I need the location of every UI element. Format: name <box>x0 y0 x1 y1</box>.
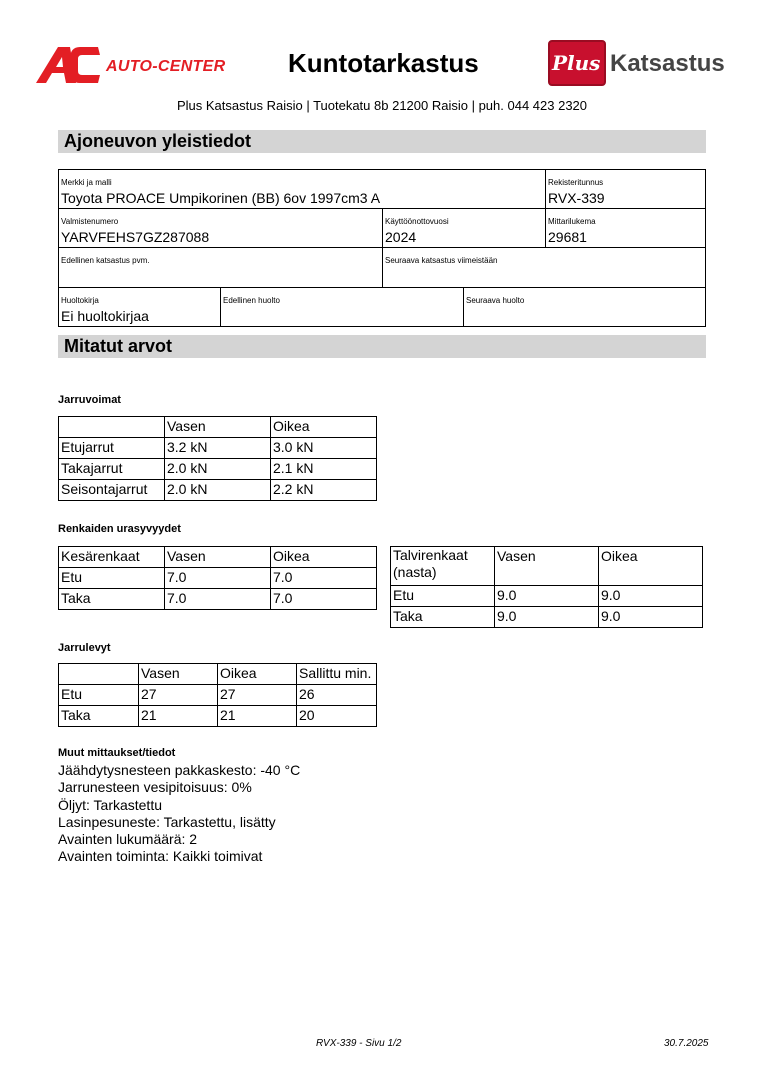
table-header-cell: Oikea <box>218 664 297 685</box>
table-cell: Etu <box>59 685 139 706</box>
list-item: Öljyt: Tarkastettu <box>58 796 163 813</box>
list-item: Jäähdytysnesteen pakkaskesto: -40 °C <box>58 762 301 778</box>
table-header-cell <box>59 417 165 438</box>
table-row <box>59 438 377 459</box>
table-cell: 2.0 kN <box>165 480 271 501</box>
service-book-value: Ei huoltokirjaa <box>61 308 149 324</box>
previous-inspection-cell <box>58 247 383 288</box>
make-model-label: Merkki ja malli <box>61 178 112 187</box>
table-cell: 7.0 <box>165 589 271 610</box>
table-header-cell: Oikea <box>271 417 377 438</box>
winter-tires-table <box>390 546 703 628</box>
table-header-cell: Oikea <box>271 547 377 568</box>
table-cell: 21 <box>139 706 218 727</box>
table-row <box>59 685 377 706</box>
brake-discs-heading: Jarrulevyt <box>58 642 111 654</box>
vin-label: Valmistenumero <box>61 217 119 226</box>
previous-service-cell <box>220 287 464 327</box>
table-cell: Takajarrut <box>59 459 165 480</box>
registration-label: Rekisteritunnus <box>548 178 604 187</box>
odometer-value: 29681 <box>548 229 587 245</box>
table-cell: 2.2 kN <box>271 480 377 501</box>
table-cell: 9.0 <box>495 586 599 607</box>
table-row <box>59 706 377 727</box>
service-book-cell <box>58 287 221 327</box>
table-header-cell <box>59 664 139 685</box>
table-cell: 27 <box>218 685 297 706</box>
table-header-cell: Vasen <box>165 417 271 438</box>
table-cell: 26 <box>297 685 377 706</box>
first-use-year-cell <box>382 208 546 248</box>
table-cell: 27 <box>139 685 218 706</box>
section-title-vehicle: Ajoneuvon yleistiedot <box>58 130 706 153</box>
plus-logo-badge: Plus <box>552 51 601 75</box>
table-cell: Etujarrut <box>59 438 165 459</box>
list-item: Jarrunesteen vesipitoisuus: 0% <box>58 779 252 796</box>
vin-cell <box>58 208 383 248</box>
contact-line: Plus Katsastus Raisio | Tuotekatu 8b 21200 Raisio | puh. 044 423 2320 <box>176 98 588 113</box>
table-cell: Etu <box>59 568 165 589</box>
other-measurements-list <box>58 762 300 866</box>
table-cell: 20 <box>297 706 377 727</box>
table-cell: Taka <box>59 589 165 610</box>
list-item: Lasinpesuneste: Tarkastettu, lisätty <box>58 813 276 830</box>
table-cell: Seisontajarrut <box>59 480 165 501</box>
tire-depth-heading: Renkaiden urasyvyydet <box>58 523 181 535</box>
auto-center-logo-text: AUTO-CENTER <box>106 58 226 75</box>
table-header-cell: Sallittu min. <box>297 664 377 685</box>
table-cell: Etu <box>391 586 495 607</box>
table-row <box>391 586 703 607</box>
registration-value: RVX-339 <box>548 190 605 206</box>
next-inspection-label: Seuraava katsastus viimeistään <box>385 256 498 265</box>
table-cell: 7.0 <box>165 568 271 589</box>
table-cell: Taka <box>391 607 495 628</box>
table-header-row <box>391 547 703 586</box>
brake-forces-heading: Jarruvoimat <box>58 394 121 406</box>
table-header-cell: Vasen <box>495 547 599 586</box>
vin-value: YARVFEHS7GZ287088 <box>61 229 210 245</box>
table-row <box>59 480 377 501</box>
table-header-cell: Vasen <box>139 664 218 685</box>
table-cell: 7.0 <box>271 589 377 610</box>
table-cell: 2.1 kN <box>271 459 377 480</box>
katsastus-logo-text: Katsastus <box>610 50 725 77</box>
table-header-row <box>59 664 377 685</box>
table-row <box>59 568 377 589</box>
table-header-cell: Oikea <box>599 547 703 586</box>
page-number: RVX-339 - Sivu 1/2 <box>316 1038 402 1049</box>
table-cell: 2.0 kN <box>165 459 271 480</box>
brake-forces-table <box>58 416 377 501</box>
summer-tires-table <box>58 546 377 610</box>
table-cell: 21 <box>218 706 297 727</box>
table-header-cell: Talvirenkaat (nasta) <box>391 547 495 586</box>
table-cell: 3.0 kN <box>271 438 377 459</box>
make-model-cell <box>58 169 546 209</box>
table-cell: 3.2 kN <box>165 438 271 459</box>
table-row <box>391 607 703 628</box>
first-use-year-value: 2024 <box>385 229 417 245</box>
previous-service-label: Edellinen huolto <box>223 296 280 305</box>
document-title: Kuntotarkastus <box>288 48 479 78</box>
brake-discs-table <box>58 663 377 727</box>
previous-inspection-label: Edellinen katsastus pvm. <box>61 256 150 265</box>
next-service-label: Seuraava huolto <box>466 296 525 305</box>
list-item: Avainten toiminta: Kaikki toimivat <box>58 848 263 865</box>
odometer-label: Mittarilukema <box>548 217 596 226</box>
table-cell: 9.0 <box>599 586 703 607</box>
section-title-measured: Mitatut arvot <box>58 335 706 358</box>
document-date: 30.7.2025 <box>664 1038 709 1049</box>
table-cell: Taka <box>59 706 139 727</box>
service-book-label: Huoltokirja <box>61 296 99 305</box>
next-service-cell <box>463 287 706 327</box>
make-model-value: Toyota PROACE Umpikorinen (BB) 6ov 1997cm3 A <box>61 190 381 206</box>
registration-cell <box>545 169 706 209</box>
table-cell: 9.0 <box>495 607 599 628</box>
first-use-year-label: Käyttöönottovuosi <box>385 217 449 226</box>
table-cell: 7.0 <box>271 568 377 589</box>
table-header-cell: Vasen <box>165 547 271 568</box>
list-item: Avainten lukumäärä: 2 <box>58 831 198 848</box>
table-row <box>59 589 377 610</box>
other-measurements-heading: Muut mittaukset/tiedot <box>58 747 176 759</box>
next-inspection-cell <box>382 247 706 288</box>
odometer-cell <box>545 208 706 248</box>
table-row <box>59 459 377 480</box>
table-header-cell: Kesärenkaat <box>59 547 165 568</box>
table-header-row <box>59 547 377 568</box>
table-header-row <box>59 417 377 438</box>
table-cell: 9.0 <box>599 607 703 628</box>
